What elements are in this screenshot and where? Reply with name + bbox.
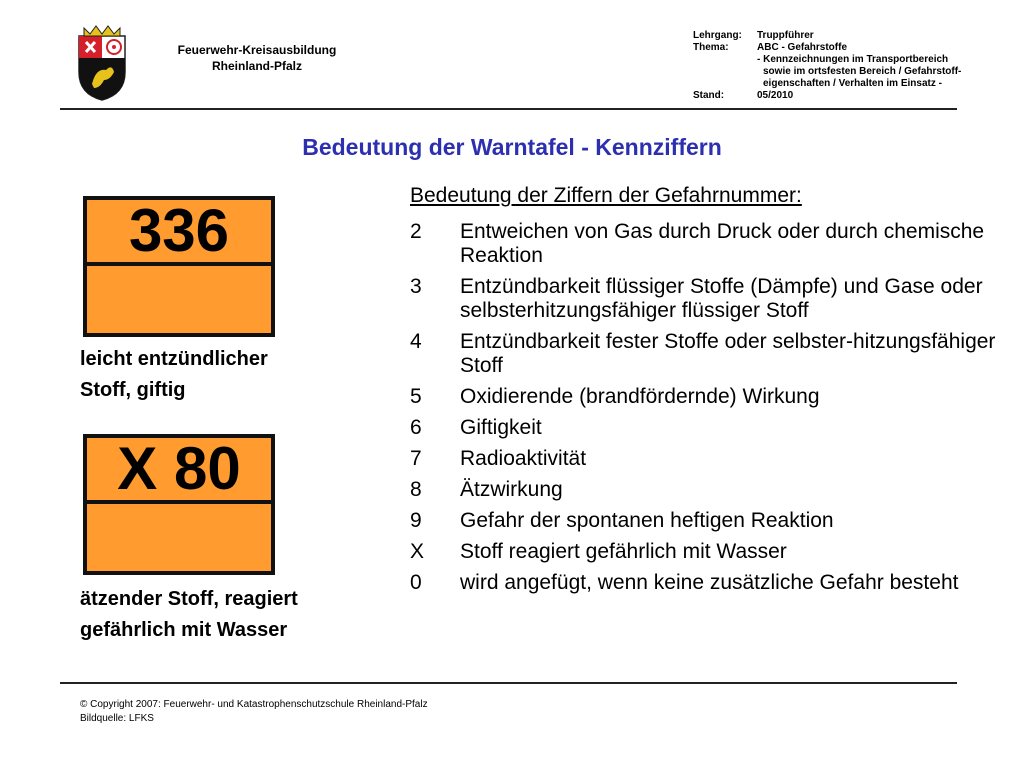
coat-of-arms-icon <box>76 24 128 102</box>
item-number: 5 <box>410 385 422 408</box>
caption-line-1: ätzender Stoff, reagiert <box>80 588 298 610</box>
list-item <box>410 571 1010 595</box>
list-item <box>410 478 1010 502</box>
item-number: 4 <box>410 330 422 353</box>
plate-hazard-number: 336 <box>87 200 271 266</box>
course-meta <box>693 30 961 102</box>
item-number: 3 <box>410 275 422 298</box>
list-item <box>410 509 1010 533</box>
item-text: Stoff reagiert gefährlich mit Wasser <box>460 540 787 563</box>
list-item <box>410 447 1010 471</box>
warning-plate-x80 <box>83 434 275 575</box>
item-text: Entzündbarkeit flüssiger Stoffe (Dämpfe) und Gase oder selbsterhitzungsfähiger flüssiger Stoff <box>460 275 983 322</box>
list-item <box>410 416 1010 440</box>
item-text: Radioaktivität <box>460 447 587 470</box>
status-label: Stand: <box>693 90 725 101</box>
organization-name <box>148 42 366 74</box>
item-text: Ätzwirkung <box>460 478 563 501</box>
topic-sub-2: sowie im ortsfesten Bereich / Gefahrstoff- <box>763 66 962 77</box>
list-item <box>410 540 1010 564</box>
item-text: Giftigkeit <box>460 416 542 439</box>
course-label: Lehrgang: <box>693 30 742 41</box>
item-number: 0 <box>410 571 422 594</box>
footer-divider <box>60 682 957 684</box>
item-number: 6 <box>410 416 422 439</box>
item-number: 2 <box>410 220 422 243</box>
item-number: X <box>410 540 425 563</box>
caption-line-1: leicht entzündlicher <box>80 348 268 370</box>
item-number: 9 <box>410 509 422 532</box>
list-item <box>410 330 1010 378</box>
digit-meanings <box>410 184 1010 602</box>
status-value: 05/2010 <box>757 90 794 101</box>
course-value: Truppführer <box>757 30 814 41</box>
digit-meanings-heading: Bedeutung der Ziffern der Gefahrnummer: <box>410 184 802 207</box>
topic-sub-3: eigenschaften / Verhalten im Einsatz - <box>763 78 942 89</box>
copyright-text: © Copyright 2007: Feuerwehr- und Katastrophenschutzschule Rheinland-Pfalz <box>80 699 428 710</box>
warning-plate-336 <box>83 196 275 337</box>
list-item <box>410 275 1010 323</box>
slide-title: Bedeutung der Warntafel - Kennziffern <box>302 134 722 160</box>
topic-sub-1: - Kennzeichnungen im Transportbereich <box>757 54 949 65</box>
caption-line-2: gefährlich mit Wasser <box>80 619 288 641</box>
topic-label: Thema: <box>693 42 729 53</box>
plate-hazard-number: X 80 <box>87 438 271 504</box>
item-number: 7 <box>410 447 422 470</box>
plate-caption-x80 <box>80 584 298 646</box>
header-divider <box>60 108 957 110</box>
item-text: Gefahr der spontanen heftigen Reaktion <box>460 509 834 532</box>
item-number: 8 <box>410 478 422 501</box>
list-item <box>410 385 1010 409</box>
item-text: wird angefügt, wenn keine zusätzliche Gefahr besteht <box>460 571 959 594</box>
footer <box>80 698 428 726</box>
item-text: Entweichen von Gas durch Druck oder durch chemische Reaktion <box>460 220 985 267</box>
organization-line-2: Rheinland-Pfalz <box>211 59 302 73</box>
organization-line-1: Feuerwehr-Kreisausbildung <box>177 43 337 57</box>
topic-value: ABC - Gefahrstoffe <box>757 42 848 53</box>
image-source-text: Bildquelle: LFKS <box>80 713 154 724</box>
plate-caption-336 <box>80 344 268 406</box>
caption-line-2: Stoff, giftig <box>80 379 186 401</box>
item-text: Entzündbarkeit fester Stoffe oder selbster-hitzungsfähiger Stoff <box>460 330 996 377</box>
list-item <box>410 220 1010 268</box>
item-text: Oxidierende (brandfördernde) Wirkung <box>460 385 820 408</box>
